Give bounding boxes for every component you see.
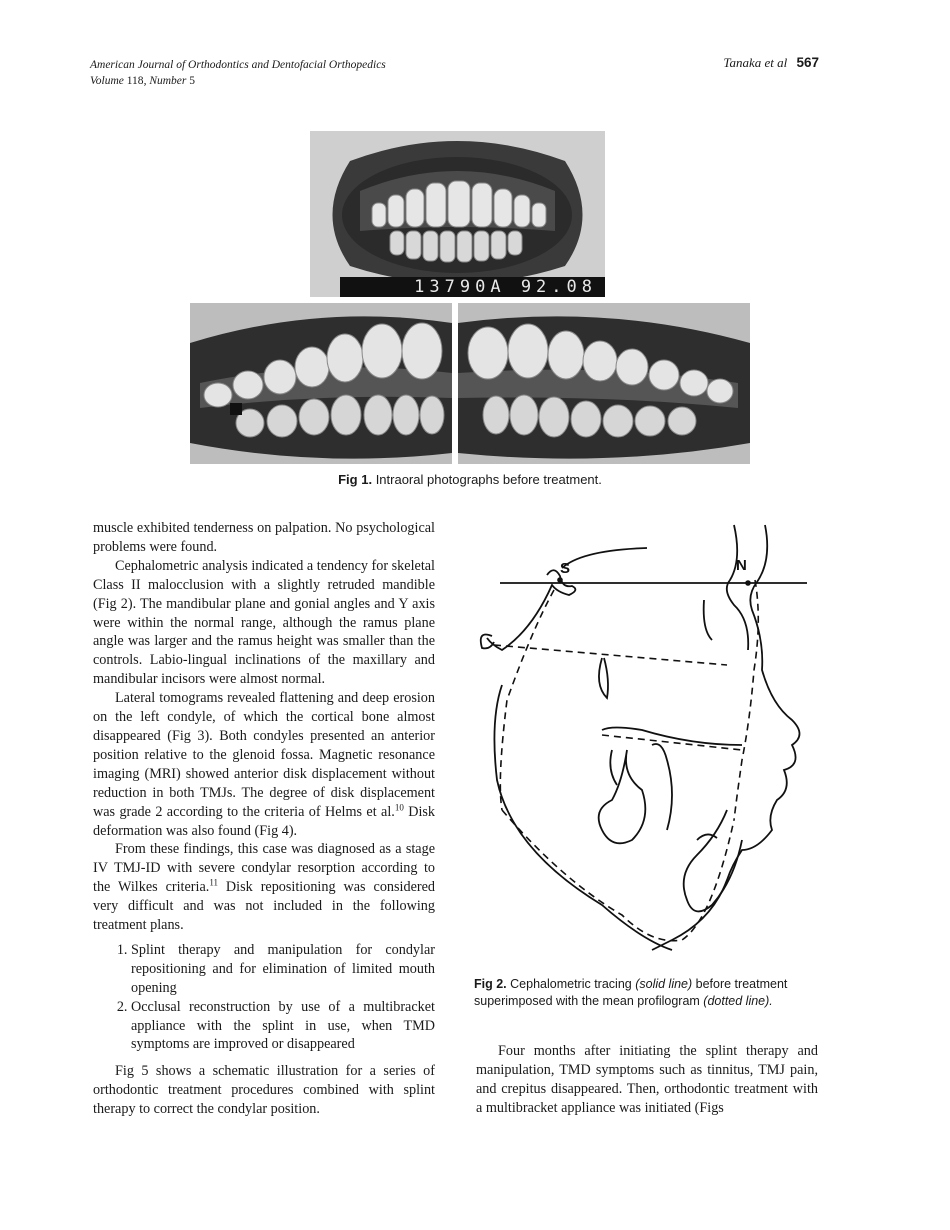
cranial-base-curve: [562, 548, 647, 568]
symphysis: [684, 810, 742, 911]
lower-molar-contour: [610, 750, 617, 785]
palatal-plane: [602, 728, 742, 746]
lower-incisor: [697, 834, 717, 840]
caption-text: Cephalometric tracing: [510, 977, 636, 991]
intraoral-photo-left: [458, 303, 750, 464]
paragraph-text: From these findings, this case was diagnosed as a stage IV TMJ-ID with severe condylar resorption according to the Wilkes criteria.: [93, 841, 435, 896]
photo-date-stamp: 13790A 92.08: [414, 277, 597, 297]
nasal-bone: [727, 525, 748, 650]
running-header-author: [723, 55, 819, 71]
porion: [481, 635, 494, 649]
sella-label: S: [560, 560, 571, 577]
left-column-text: [93, 519, 435, 1119]
paragraph: Fig 5 shows a schematic illustration for a series of orthodontic treatment procedures combined with splint therapy to correct the condylar position.: [93, 1063, 435, 1118]
list-item: 1. Splint therapy and manipulation for condylar repositioning and for elimination of limited mouth opening: [131, 941, 435, 998]
intraoral-photo-frontal: [310, 131, 605, 297]
figure-1-label: Fig 1.: [338, 472, 373, 487]
paragraph-text: Lateral tomograms revealed flattening and deep erosion on the left condyle, of which the cortical bone almost disappeared (Fig 3). Both condyles presented an anterior position relative to the glenoid fossa. Magnetic resonance imaging (MRI) showed anterior disk displacement without reduction in both TMJs. The degree of disk displacement was grade 2 according to the criteria of Helms et al.: [93, 690, 435, 820]
figure-2-label: Fig 2.: [474, 977, 507, 991]
paragraph-text: Disk repositioning was considered very difficult and was not included in the following treatment plans.: [93, 879, 435, 934]
cephalometric-tracing: [472, 520, 822, 960]
reference-superscript: 10: [394, 801, 404, 812]
caption-italic: (dotted line).: [703, 994, 773, 1008]
paragraph: Cephalometric analysis indicated a tendency for skeletal Class II malocclusion with a slightly retruded mandible (Fig 2). The mandibular plane and gonial angles and Y axis were within the normal range, although the ramus plane angle was larger and the ramus height was smaller than the controls. Labio-lingual inclinations of the maxillary and mandibular incisors were almost normal.: [93, 557, 435, 688]
caption-italic: (solid line): [635, 977, 693, 991]
paragraph: [93, 840, 435, 935]
profilogram-fh-plane: [494, 645, 727, 665]
volume-value: 118: [126, 75, 144, 87]
upper-molar: [599, 750, 646, 843]
intraoral-photo-right: [190, 303, 452, 464]
nasion-point: [745, 580, 751, 586]
journal-title: American Journal of Orthodontics and Dentofacial Orthopedics: [90, 59, 386, 71]
profilogram-ramus: [500, 590, 554, 810]
right-column-text: [476, 1042, 818, 1118]
profilogram-mandible: [502, 810, 734, 941]
nasion-label: N: [736, 557, 747, 574]
number-label: Number: [149, 75, 187, 87]
pterygomaxillary-fissure: [599, 658, 608, 698]
reference-superscript: 11: [209, 877, 218, 888]
figure-2-caption: [474, 976, 824, 1010]
sella-point: [557, 577, 563, 583]
figure-1-caption-text: Intraoral photographs before treatment.: [375, 472, 602, 487]
paragraph-text: Disk deformation was also found (Fig 4).: [93, 803, 435, 839]
paragraph: muscle exhibited tenderness on palpation. No psychological problems were found.: [93, 520, 435, 555]
caption-text: before treatment superimposed with the mean profilogram: [474, 977, 788, 1008]
treatment-plan-list: [93, 941, 435, 1054]
number-value: 5: [189, 75, 195, 87]
paragraph: Four months after initiating the splint therapy and manipulation, TMD symptoms such as tinnitus, TMJ pain, and crepitus disappeared. Then, orthodontic treatment with a multibracket appliance was initiated (Figs: [476, 1043, 818, 1116]
volume-label: Volume: [90, 75, 124, 87]
list-item: 2. Occlusal reconstruction by use of a multibracket appliance with the splint in use, when TMD symptoms are improved or disappeared: [131, 998, 435, 1055]
volume-number: Volume 118, Number 5: [90, 75, 195, 87]
page-number: 567: [796, 55, 819, 70]
orbit-contour: [704, 600, 712, 640]
paragraph: [93, 689, 435, 840]
running-header-journal: [90, 57, 386, 89]
upper-incisor: [652, 744, 672, 830]
figure-1-caption: [190, 472, 750, 487]
author-label: Tanaka et al: [723, 55, 788, 70]
